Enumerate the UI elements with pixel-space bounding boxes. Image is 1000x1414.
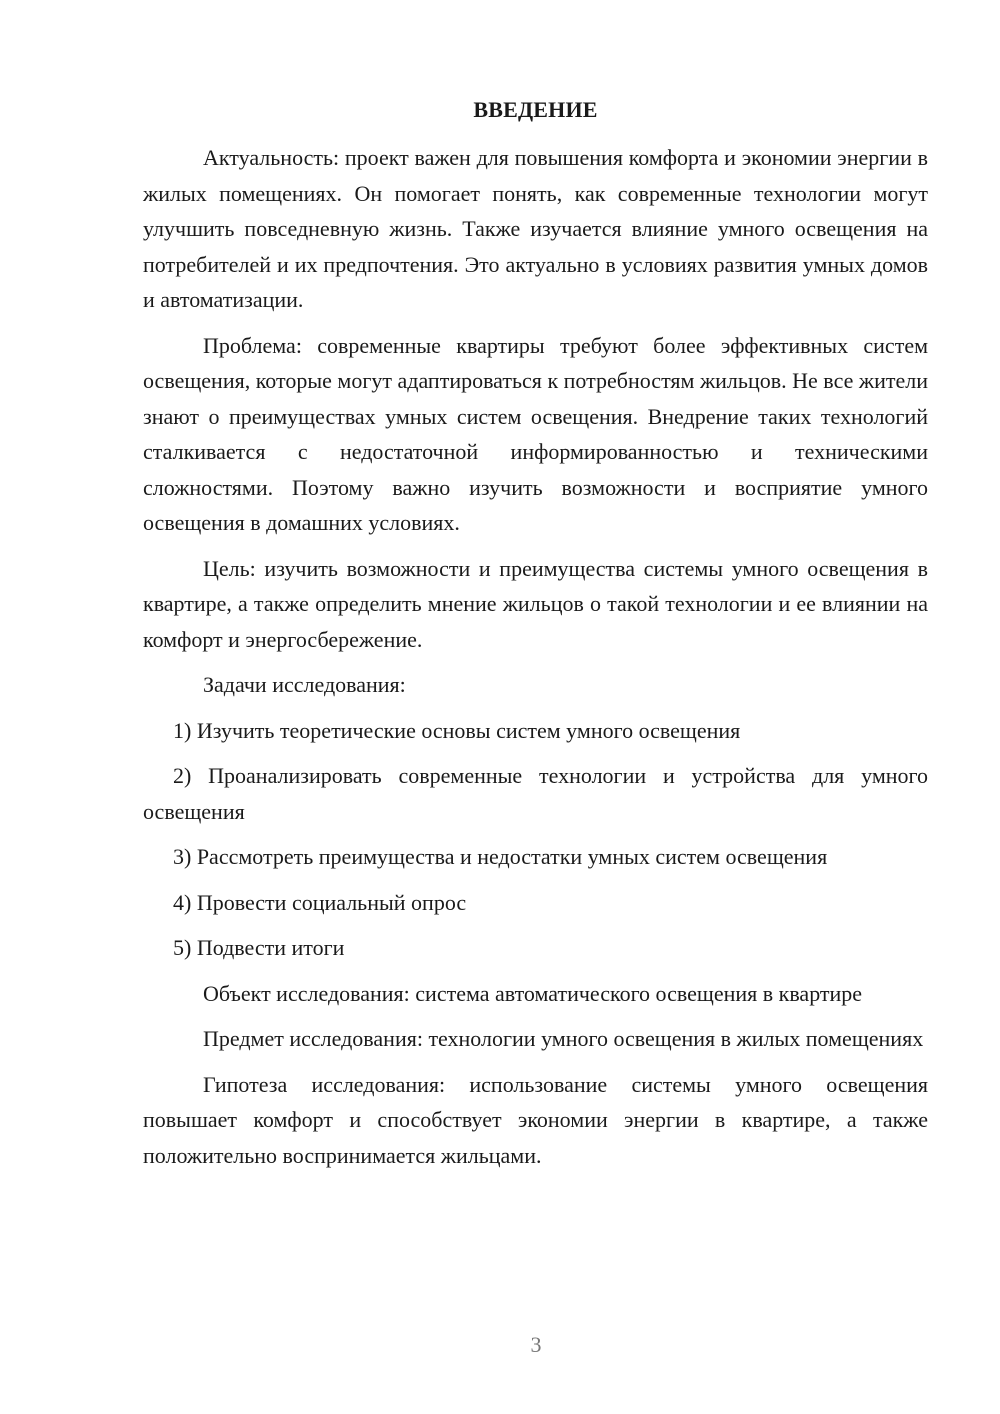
- page-number: 3: [530, 1332, 542, 1357]
- task-item-4: 4) Провести социальный опрос: [173, 889, 467, 915]
- subject-paragraph: Предмет исследования: технологии умного освещения в жилых помещениях: [203, 1026, 924, 1051]
- object-paragraph: Объект исследования: система автоматического освещения в квартире: [203, 980, 863, 1006]
- goal-paragraph: Цель: изучить возможности и преимущества системы умного освещения в квартире, а также определить мнение жильцов о такой технологии и ее влиянии на комфорт и энергосбережение.: [143, 555, 928, 652]
- hypothesis-paragraph: Гипотеза исследования: использование системы умного освещения повышает комфорт и способствует экономии энергии в квартире, а также положительно воспринимается жильцами.: [143, 1071, 928, 1168]
- relevance-paragraph: Актуальность: проект важен для повышения комфорта и экономии энергии в жилых помещениях. Он помогает понять, как современные технологии могут улучшить повседневную жизнь. Также изучается влияние умного освещения на потребителей и их предпочтения. Это актуально в условиях развития умных домов и автоматизации.: [143, 145, 928, 312]
- task-item-3: 3) Рассмотреть преимущества и недостатки умных систем освещения: [173, 844, 828, 869]
- page-title: ВВЕДЕНИЕ: [473, 97, 598, 122]
- document-page: [143, 92, 928, 1183]
- task-item-2: 2) Проанализировать современные технологии и устройства для умного освещения: [143, 763, 928, 824]
- task-item-5: 5) Подвести итоги: [173, 935, 345, 960]
- tasks-heading: Задачи исследования:: [203, 672, 406, 697]
- task-item-1: 1) Изучить теоретические основы систем умного освещения: [173, 717, 741, 743]
- problem-paragraph: Проблема: современные квартиры требуют более эффективных систем освещения, которые могут адаптироваться к потребностям жильцов. Не все жители знают о преимуществах умных систем освещения. Внедрение таких технологий сталкивается с недостаточной информированностью и техническими сложностями. Поэтому важно изучить возможности и восприятие умного освещения в домашних условиях.: [143, 332, 928, 535]
